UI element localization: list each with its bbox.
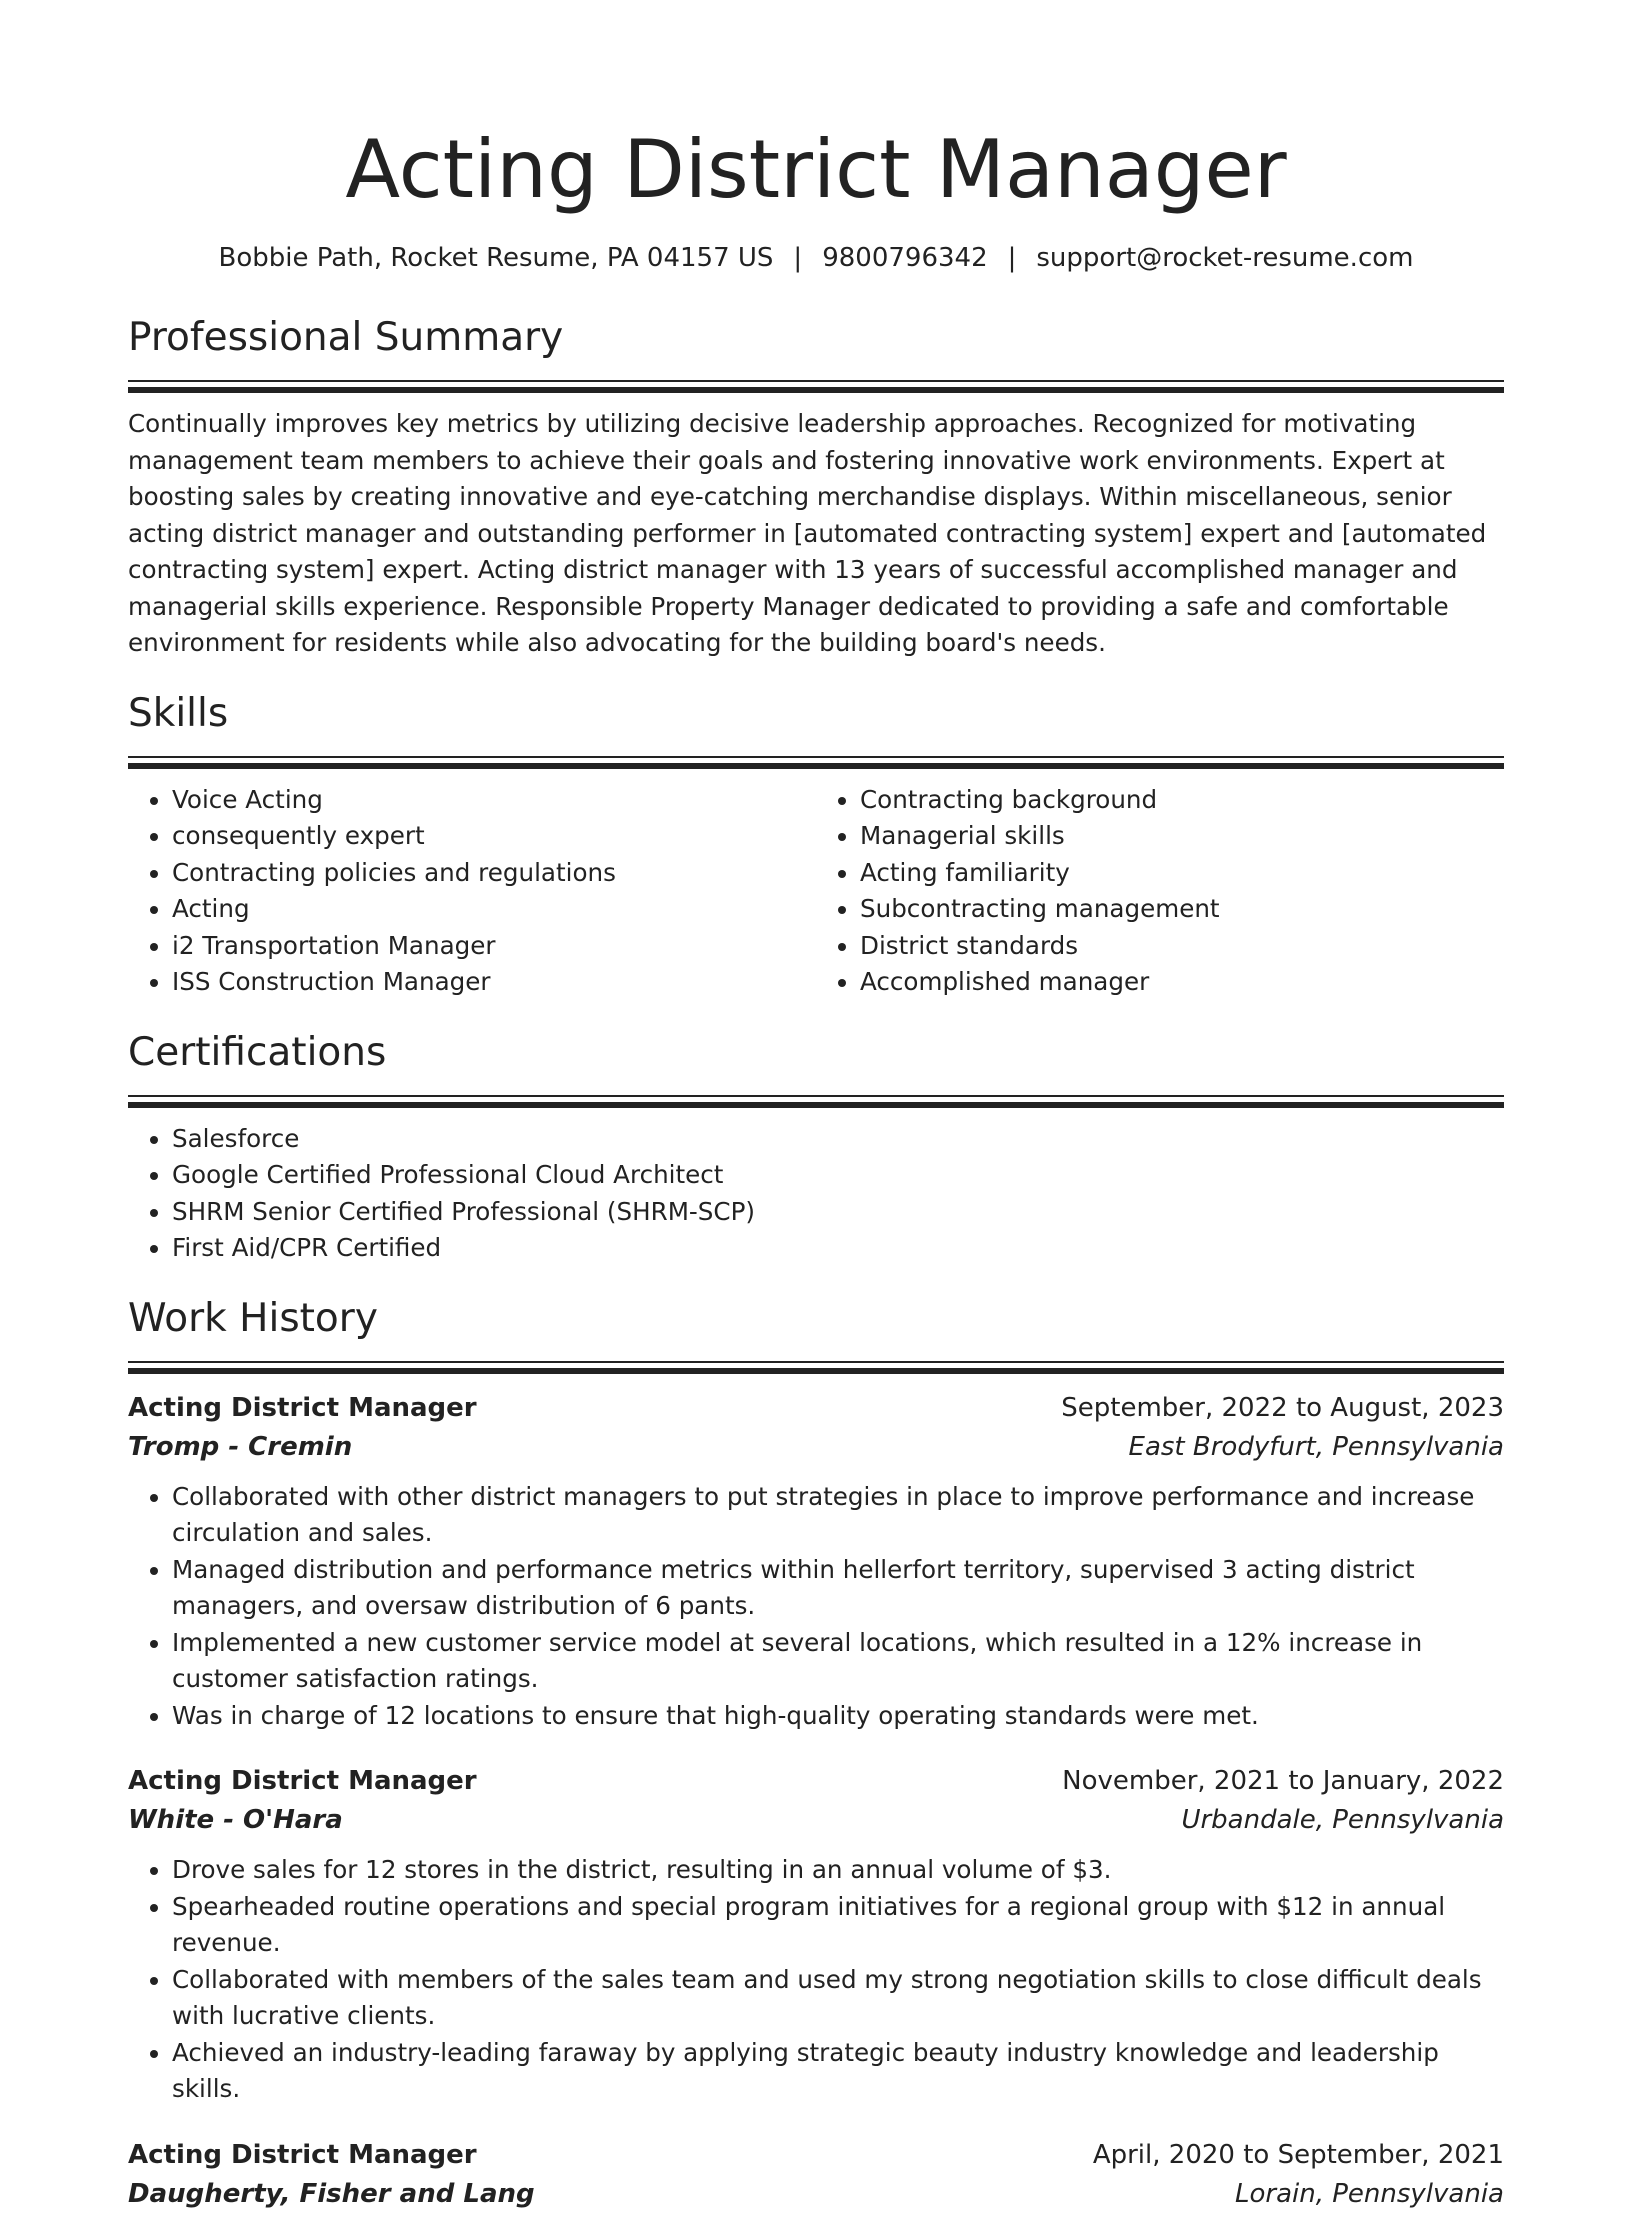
section-divider <box>128 380 1504 392</box>
skill-item: • Acting <box>172 891 816 928</box>
skill-item: • Contracting background <box>860 782 1504 819</box>
job-entry <box>128 2136 1504 2214</box>
skill-item: • Managerial skills <box>860 818 1504 855</box>
job-subheader <box>128 2175 1504 2214</box>
summary-section <box>128 312 1504 662</box>
job-dates: November, 2021 to January, 2022 <box>1062 1766 1504 1796</box>
skill-item: • District standards <box>860 928 1504 965</box>
job-dates: April, 2020 to September, 2021 <box>1092 2139 1504 2170</box>
skill-item: • ISS Construction Manager <box>172 964 816 1001</box>
job-bullets <box>128 1852 1504 2108</box>
resume-name: Acting District Manager <box>345 123 1287 216</box>
skill-item: • Accomplished manager <box>860 964 1504 1001</box>
certification-item: • SHRM Senior Certified Professional (SHRM-SCP) <box>172 1194 1504 1231</box>
job-bullet: • Managed distribution and performance metrics within hellerfort territory, supervised 3 acting district managers, and oversaw distribution of 6 pants. <box>172 1552 1504 1625</box>
job-location: Lorain, Pennsylvania <box>1235 2178 1504 2209</box>
section-title: Certifications <box>128 1029 387 1075</box>
certification-item: • Google Certified Professional Cloud Architect <box>172 1157 1504 1194</box>
summary-text: Continually improves key metrics by utilizing decisive leadership approaches. Recognized for motivating management team members to achieve their goals and fostering innovative work environments. Expert at boosting sales by creating innovative and eye-catching merchandise displays. Within miscellaneous, senior acting district manager and outstanding performer in [automated contracting system] expert and [automated contracting system] expert. Acting district manager with 13 years of successful accomplished manager and managerial skills experience. Responsible Property Manager dedicated to providing a safe and comfortable environment for residents while also advocating for the building board's needs. <box>128 409 1487 657</box>
skills-columns <box>128 782 1504 1001</box>
section-title: Skills <box>128 690 229 736</box>
section-title: Professional Summary <box>128 315 564 360</box>
skill-item: • Voice Acting <box>172 782 816 819</box>
section-divider <box>128 1095 1504 1107</box>
job-header <box>128 2136 1504 2175</box>
skill-item: • Acting familiarity <box>860 855 1504 892</box>
certifications-section <box>128 1027 1504 1267</box>
job-title: Acting District Manager <box>128 1392 477 1423</box>
job-company: White - O'Hara <box>128 1805 343 1835</box>
section-divider <box>128 756 1504 768</box>
job-bullet: • Implemented a new customer service model at several locations, which resulted in a 12% increase in customer satisfaction ratings. <box>172 1625 1504 1698</box>
work-history-section <box>128 1293 1504 2214</box>
job-header <box>128 1389 1504 1428</box>
job-company: Daugherty, Fisher and Lang <box>128 2178 535 2209</box>
skill-item: • Subcontracting management <box>860 891 1504 928</box>
job-bullets <box>128 1479 1504 1735</box>
job-title: Acting District Manager <box>128 1766 477 1796</box>
contact-email: support@rocket-resume.com <box>1036 243 1414 273</box>
skill-item: • Contracting policies and regulations <box>172 855 816 892</box>
job-company: Tromp - Cremin <box>128 1431 353 1462</box>
certification-item: • First Aid/CPR Certified <box>172 1230 1504 1267</box>
contact-address: Bobbie Path, Rocket Resume, PA 04157 US <box>218 243 774 273</box>
contact-separator: | <box>1007 243 1017 273</box>
certification-item: • Salesforce <box>172 1121 1504 1158</box>
job-dates: September, 2022 to August, 2023 <box>1061 1392 1504 1423</box>
skills-section <box>128 688 1504 1001</box>
job-title: Acting District Manager <box>128 2139 477 2170</box>
job-bullet: • Collaborated with members of the sales team and used my strong negotiation skills to close difficult deals with lucrative clients. <box>172 1962 1504 2035</box>
skill-item: • i2 Transportation Manager <box>172 928 816 965</box>
contact-separator: | <box>793 243 803 273</box>
job-bullet: • Spearheaded routine operations and special program initiatives for a regional group with $12 in annual revenue. <box>172 1889 1504 1962</box>
job-location: East Brodyfurt, Pennsylvania <box>1128 1431 1504 1462</box>
job-bullet: • Achieved an industry-leading faraway by applying strategic beauty industry knowledge and leadership skills. <box>172 2035 1504 2108</box>
job-subheader <box>128 1428 1504 1467</box>
certifications-list <box>128 1121 1504 1267</box>
job-entry <box>128 1389 1504 1735</box>
job-bullet: • Was in charge of 12 locations to ensure that high-quality operating standards were met. <box>172 1698 1504 1735</box>
job-header <box>128 1762 1504 1801</box>
skills-list-right <box>816 782 1504 1001</box>
skills-list-left <box>128 782 816 1001</box>
job-location: Urbandale, Pennsylvania <box>1181 1805 1504 1835</box>
section-title: Work History <box>128 1295 378 1341</box>
job-bullet: • Drove sales for 12 stores in the district, resulting in an annual volume of $3. <box>172 1852 1504 1889</box>
job-subheader <box>128 1801 1504 1840</box>
skill-item: • consequently expert <box>172 818 816 855</box>
job-entry <box>128 1762 1504 2108</box>
job-bullet: • Collaborated with other district managers to put strategies in place to improve performance and increase circulation and sales. <box>172 1479 1504 1552</box>
contact-line <box>128 240 1504 276</box>
section-divider <box>128 1361 1504 1373</box>
contact-phone: 9800796342 <box>822 243 988 273</box>
